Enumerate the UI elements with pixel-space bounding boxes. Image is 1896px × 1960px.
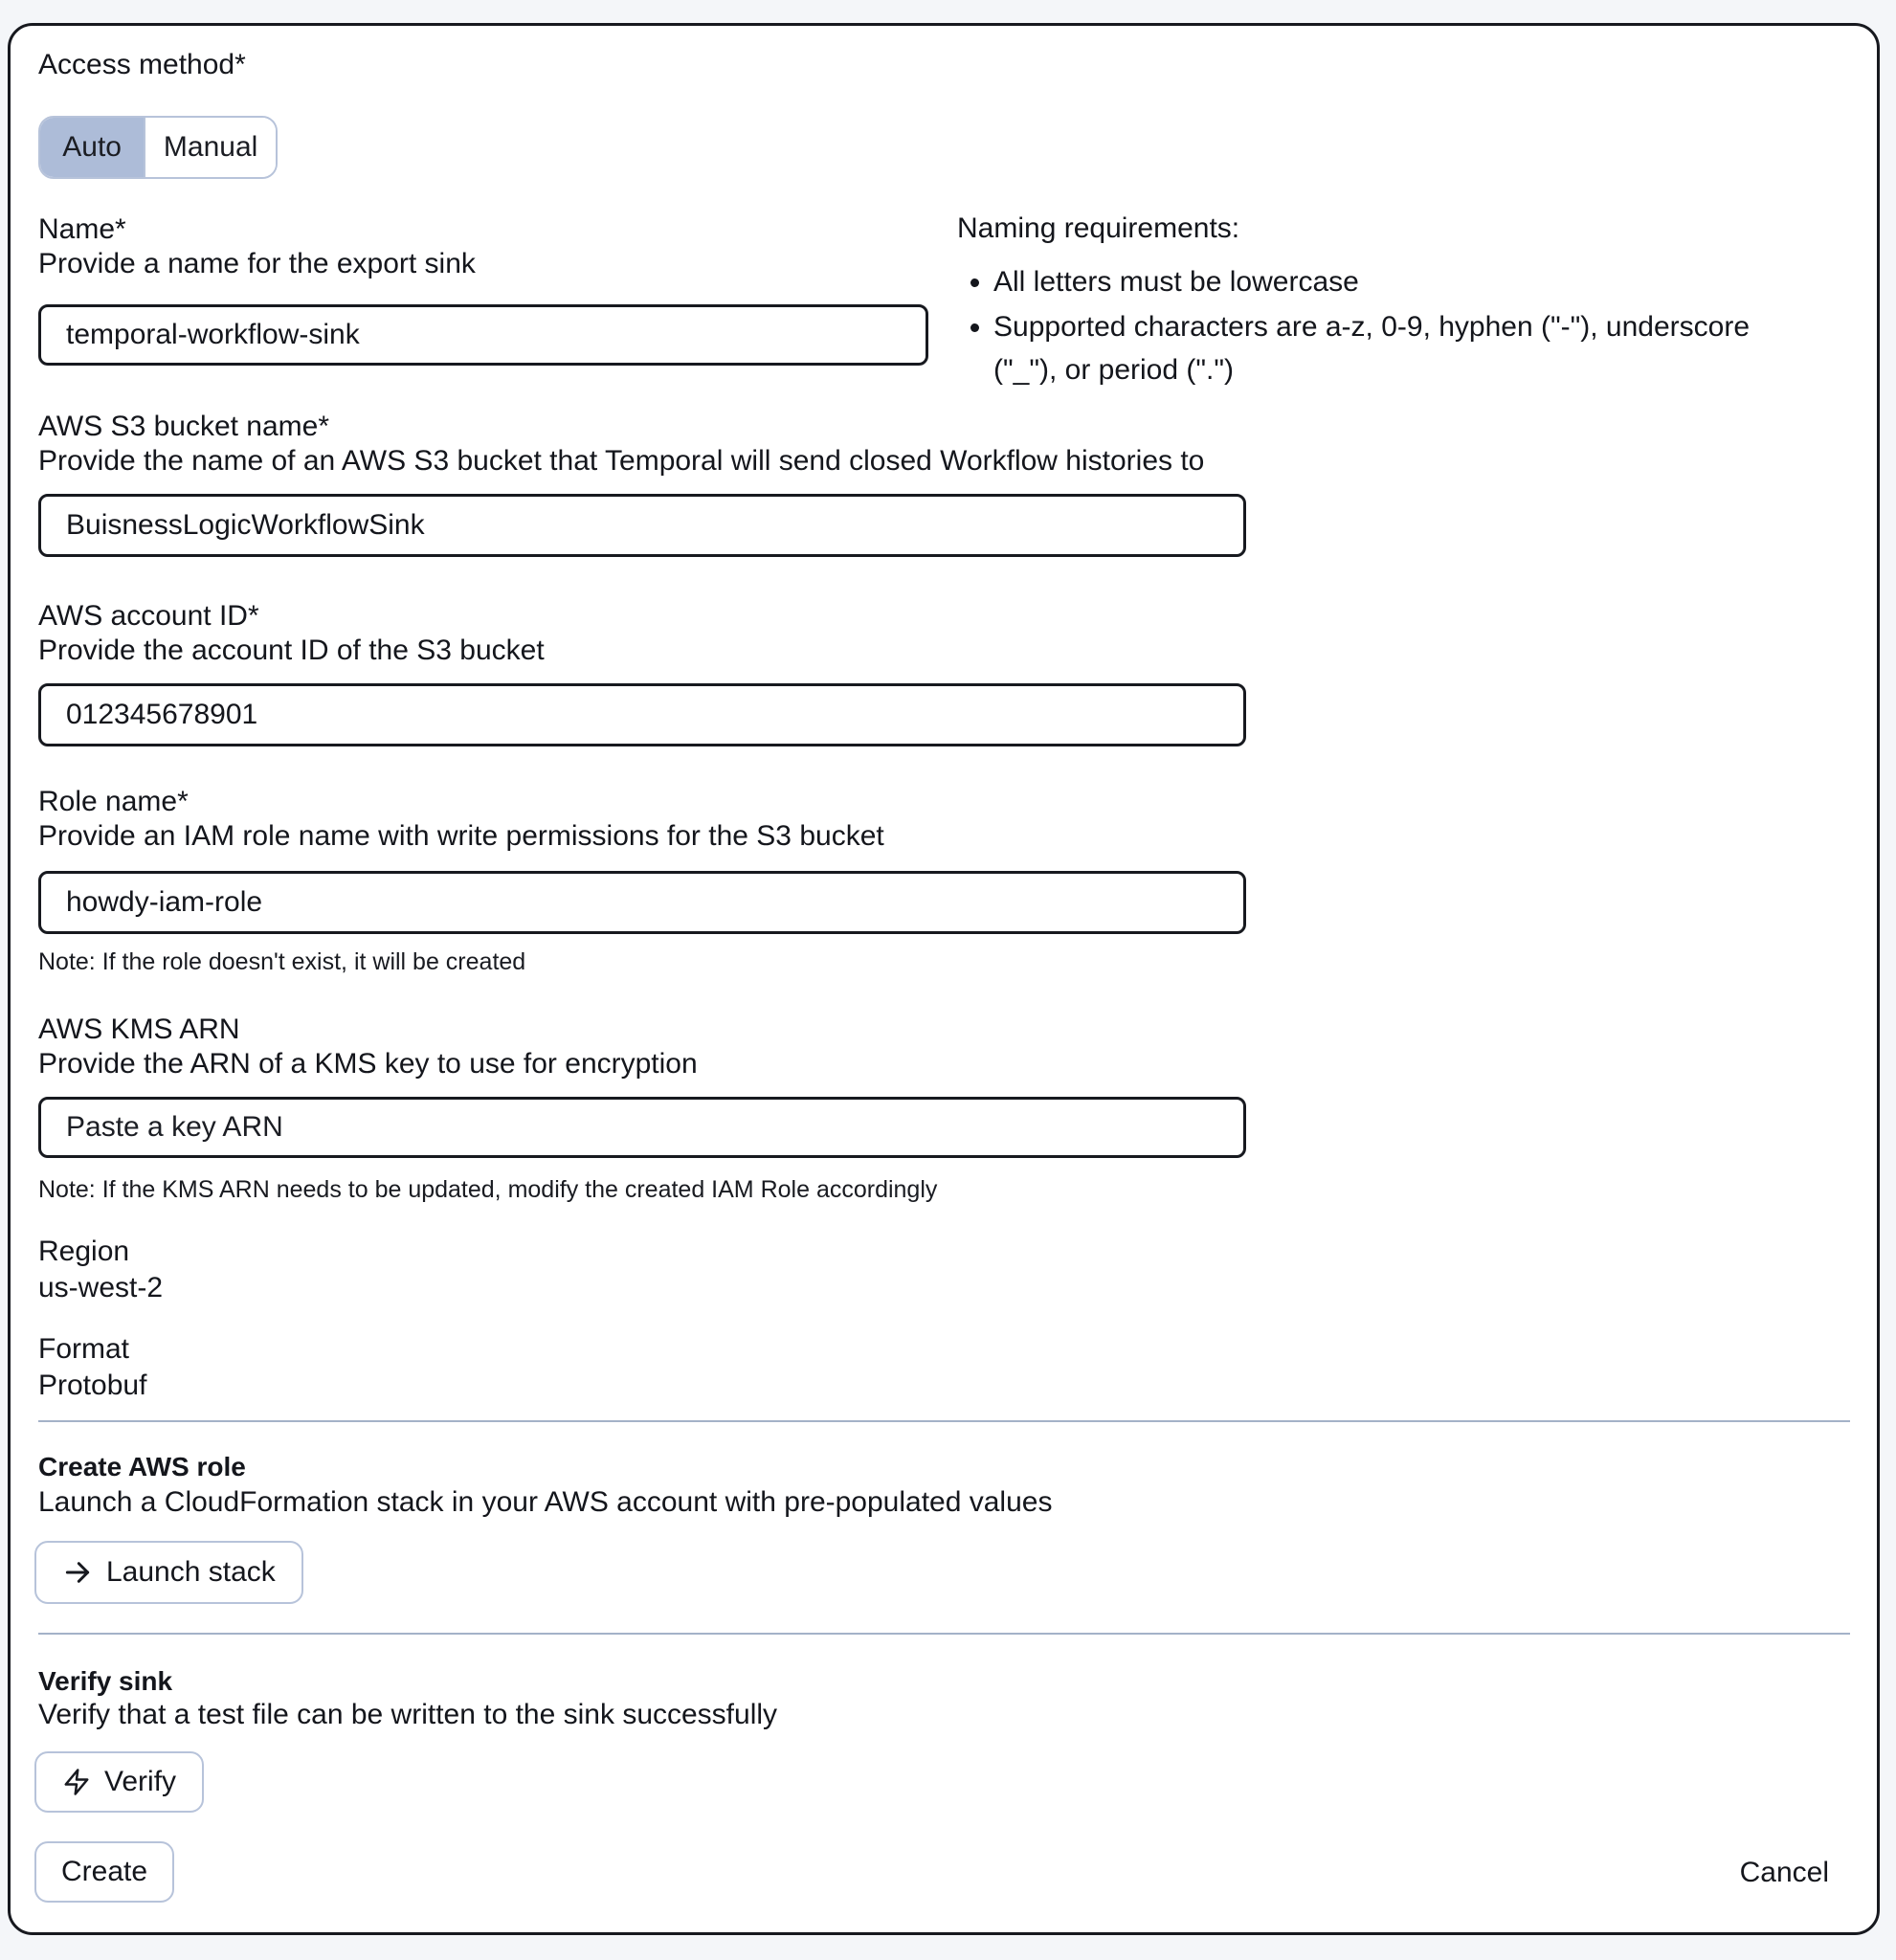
name-label: Name* <box>38 213 126 245</box>
account-id-input[interactable] <box>38 683 1246 746</box>
role-name-input[interactable] <box>38 871 1246 934</box>
region-value: us-west-2 <box>38 1272 164 1303</box>
kms-arn-description: Provide the ARN of a KMS key to use for encryption <box>38 1048 698 1080</box>
arrow-right-icon <box>62 1557 93 1588</box>
create-aws-role-title: Create AWS role <box>38 1452 246 1481</box>
cancel-button[interactable]: Cancel <box>1739 1857 1829 1888</box>
format-label: Format <box>38 1333 130 1365</box>
role-name-description: Provide an IAM role name with write permissions for the S3 bucket <box>38 820 884 852</box>
s3-bucket-input[interactable] <box>38 494 1246 557</box>
account-id-description: Provide the account ID of the S3 bucket <box>38 635 545 666</box>
naming-requirements-list <box>957 260 1818 391</box>
s3-bucket-description: Provide the name of an AWS S3 bucket that Temporal will send closed Workflow histories to <box>38 445 1205 477</box>
kms-arn-input[interactable] <box>38 1097 1246 1158</box>
access-method-toggle[interactable] <box>38 116 278 179</box>
launch-stack-button[interactable] <box>34 1541 303 1604</box>
name-description: Provide a name for the export sink <box>38 248 476 279</box>
create-button[interactable] <box>34 1841 174 1903</box>
access-method-option-manual[interactable] <box>144 118 276 177</box>
naming-requirement-item: • Supported characters are a-z, 0-9, hyphen ("-"), underscore ("_"), or period (".") <box>993 305 1818 391</box>
lightning-bolt-icon <box>62 1768 91 1796</box>
format-value: Protobuf <box>38 1370 147 1401</box>
auto-option-label: Auto <box>62 131 122 163</box>
access-method-option-auto[interactable] <box>40 118 144 177</box>
access-method-label: Access method* <box>38 49 246 80</box>
naming-requirements <box>957 211 1818 393</box>
manual-option-label: Manual <box>163 131 258 163</box>
verify-button-label: Verify <box>104 1766 177 1797</box>
kms-arn-note: Note: If the KMS ARN needs to be updated, modify the created IAM Role accordingly <box>38 1176 938 1203</box>
name-input[interactable] <box>38 304 928 366</box>
launch-stack-label: Launch stack <box>106 1556 276 1588</box>
region-label: Region <box>38 1236 130 1267</box>
role-name-label: Role name* <box>38 786 189 817</box>
account-id-label: AWS account ID* <box>38 600 259 632</box>
section-divider <box>38 1633 1850 1635</box>
verify-sink-description: Verify that a test file can be written to the sink successfully <box>38 1699 778 1730</box>
s3-bucket-label: AWS S3 bucket name* <box>38 411 330 442</box>
verify-sink-title: Verify sink <box>38 1666 173 1696</box>
create-button-label: Create <box>61 1856 148 1887</box>
verify-button[interactable] <box>34 1751 204 1813</box>
section-divider <box>38 1420 1850 1422</box>
naming-requirement-item: • All letters must be lowercase <box>993 260 1818 303</box>
kms-arn-label: AWS KMS ARN <box>38 1013 240 1045</box>
create-aws-role-description: Launch a CloudFormation stack in your AWS account with pre-populated values <box>38 1486 1053 1518</box>
role-name-note: Note: If the role doesn't exist, it will be created <box>38 948 526 975</box>
naming-requirements-title: Naming requirements: <box>957 212 1240 244</box>
